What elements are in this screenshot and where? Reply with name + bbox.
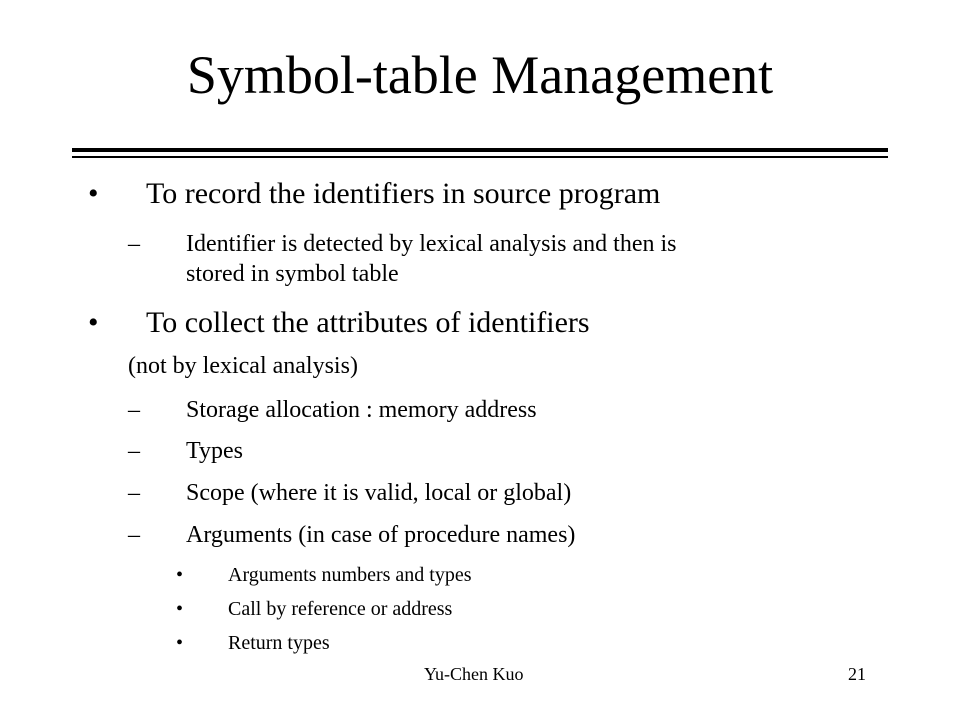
dash-marker: – xyxy=(128,231,140,257)
bullet-text: To record the identifiers in source program xyxy=(146,177,661,210)
bullet-marker: • xyxy=(88,306,99,339)
footer-page-number: 21 xyxy=(848,664,866,684)
sub-bullet-text: Scope (where it is valid, local or global) xyxy=(186,480,572,506)
sub-sub-bullet-text: Call by reference or address xyxy=(228,598,453,620)
sub-sub-bullet-text: Arguments numbers and types xyxy=(228,564,472,586)
sub-bullet-text: Storage allocation : memory address xyxy=(186,397,537,423)
bullet-text: To collect the attributes of identifiers xyxy=(146,306,590,339)
sub-bullet-text: Arguments (in case of procedure names) xyxy=(186,522,576,548)
bullet-marker: • xyxy=(176,564,184,586)
dash-marker: – xyxy=(128,522,140,548)
sub-bullet-text-line2: stored in symbol table xyxy=(186,261,399,287)
slide-title: Symbol-table Management xyxy=(186,45,774,105)
dash-marker: – xyxy=(128,480,140,506)
title-divider-thin xyxy=(72,156,888,158)
sub-bullet-text-line1: Identifier is detected by lexical analysis and then is xyxy=(186,231,677,257)
footer-author: Yu-Chen Kuo xyxy=(424,664,524,684)
dash-marker: – xyxy=(128,397,140,423)
bullet-marker: • xyxy=(176,598,184,620)
bullet-marker: • xyxy=(176,632,184,654)
sub-sub-bullet-text: Return types xyxy=(228,632,330,654)
dash-marker: – xyxy=(128,438,140,464)
title-divider-thick xyxy=(72,148,888,152)
sub-bullet-text: Types xyxy=(186,438,243,464)
bullet-marker: • xyxy=(88,177,99,210)
note-text: (not by lexical analysis) xyxy=(128,353,358,379)
